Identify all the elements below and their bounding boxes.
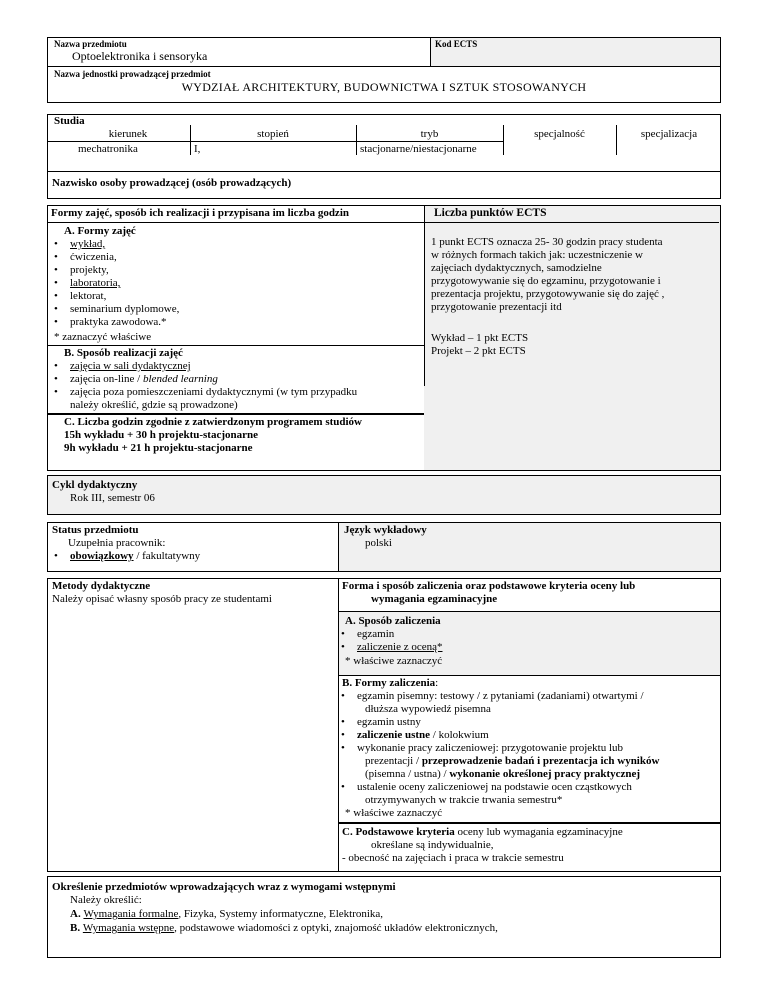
- studia-cell: [47, 114, 721, 172]
- cycle-cell: [47, 475, 721, 515]
- assessment-c-line2: określane są indywidualnie,: [371, 839, 494, 851]
- form-item: • projekty,: [52, 264, 179, 277]
- studia-col-specjalnosc: specjalność: [534, 128, 585, 140]
- studia-val-kierunek: mechatronika: [78, 143, 138, 155]
- assessment-form-cont: (pisemna / ustna) / wykonanie określonej pracy praktycznej: [365, 768, 641, 780]
- ects-label: Liczba punktów ECTS: [434, 207, 547, 219]
- assessment-option: • zaliczenie z oceną*: [339, 641, 443, 654]
- assessment-form: • zaliczenie ustne / kolokwium: [339, 729, 623, 742]
- language-value: polski: [365, 537, 392, 549]
- prereq-label: Określenie przedmiotów wprowadzających wraz z wymogami wstępnymi: [52, 881, 396, 893]
- prereq-a: A. Wymagania formalne, Fizyka, Systemy informatyczne, Elektronika,: [70, 908, 384, 920]
- assessment-label-line2: wymagania egzaminacyjne: [371, 593, 498, 605]
- assessment-c-line3: - obecność na zajęciach i praca w trakcie semestru: [342, 852, 564, 864]
- language-label: Język wykładowy: [344, 524, 427, 536]
- ects-code-label: Kod ECTS: [435, 39, 478, 49]
- studia-val-stopien: I,: [194, 143, 201, 155]
- subject-label: Nazwa przedmiotu: [54, 39, 127, 49]
- assessment-c-title: C. Podstawowe kryteria oceny lub wymagania egzaminacyjne: [342, 826, 623, 838]
- assessment-form-cont: prezentacji / przeprowadzenie badań i prezentacja ich wyników: [365, 755, 660, 767]
- form-item: • seminarium dyplomowe,: [52, 303, 179, 316]
- form-item: • praktyka zawodowa.*: [52, 316, 179, 329]
- cycle-label: Cykl dydaktyczny: [52, 479, 138, 491]
- form-item: • ćwiczenia,: [52, 251, 179, 264]
- methods-cell: [47, 578, 339, 872]
- studia-val-tryb: stacjonarne/niestacjonarne: [360, 143, 477, 155]
- assessment-label-line1: Forma i sposób zaliczenia oraz podstawowe kryteria oceny lub: [342, 580, 636, 592]
- status-cell: [47, 522, 339, 572]
- cycle-value: Rok III, semestr 06: [70, 492, 155, 504]
- forms-b-title: B. Sposób realizacji zajęć: [64, 347, 183, 359]
- prereq-cell: [47, 876, 721, 958]
- forms-c-title: C. Liczba godzin zgodnie z zatwierdzonym programem studiów: [64, 416, 362, 428]
- assessment-b-list-3: [339, 781, 632, 794]
- ects-code-cell: [430, 37, 721, 67]
- prereq-line1: Należy określić:: [70, 894, 142, 906]
- forms-a-title: A. Formy zajęć: [64, 225, 136, 237]
- language-cell: [338, 522, 721, 572]
- teacher-label: Nazwisko osoby prowadzącej (osób prowadzących): [52, 177, 292, 189]
- status-line1: Uzupełnia pracownik:: [68, 537, 166, 549]
- ects-description: 1 punkt ECTS oznacza 25- 30 godzin pracy studenta w różnych formach takich jak: uczestniczenie w zajęciach dydaktycznych, samodzielne przygotowywanie się do egzaminu, przygotowanie i prezentacja projektu, przygotowywanie się do zajęć , przygotowanie prezentacji itd: [431, 236, 665, 313]
- studia-col-tryb: tryb: [420, 128, 439, 140]
- assessment-a-note: * właściwe zaznaczyć: [345, 655, 443, 667]
- methods-value: Należy opisać własny sposób pracy ze studentami: [52, 593, 272, 605]
- ects-cell: [424, 205, 721, 471]
- forms-a-note: * zaznaczyć właściwe: [54, 331, 152, 343]
- forms-c-line1: 15h wykładu + 30 h projektu-stacjonarne: [64, 429, 259, 441]
- forms-b-item3-line2: należy określić, gdzie są prowadzone): [70, 399, 238, 411]
- assessment-cell: [338, 578, 721, 872]
- ects-project: Projekt – 2 pkt ECTS: [431, 345, 526, 357]
- ects-lecture: Wykład – 1 pkt ECTS: [431, 332, 529, 344]
- realization-item: • zajęcia w sali dydaktycznej: [52, 360, 357, 373]
- methods-label: Metody dydaktyczne: [52, 580, 151, 592]
- unit-label: Nazwa jednostki prowadzącej przedmiot: [54, 69, 211, 79]
- realization-item: • zajęcia poza pomieszczeniami dydaktycznymi (w tym przypadku: [52, 386, 357, 399]
- studia-col-stopien: stopień: [257, 128, 289, 140]
- forms-cell: [47, 205, 425, 471]
- assessment-form: • egzamin pisemny: testowy / z pytaniami (zadaniami) otwartymi /: [339, 690, 644, 703]
- assessment-b-note: * właściwe zaznaczyć: [345, 807, 443, 819]
- realization-item: • zajęcia on-line / blended learning: [52, 373, 357, 386]
- assessment-a-list: [339, 628, 443, 654]
- form-item: • lektorat,: [52, 290, 179, 303]
- studia-col-kierunek: kierunek: [108, 128, 148, 140]
- studia-label: Studia: [54, 115, 85, 127]
- status-list: [52, 550, 200, 563]
- status-label: Status przedmiotu: [52, 524, 139, 536]
- prereq-b: B. Wymagania wstępne, podstawowe wiadomości z optyki, znajomość układów elektronicznych,: [70, 922, 498, 934]
- assessment-form: • ustalenie oceny zaliczeniowej na podstawie ocen cząstkowych: [339, 781, 632, 794]
- forms-label: Formy zajęć, sposób ich realizacji i przypisana im liczba godzin: [51, 207, 349, 219]
- subject-cell: [47, 37, 431, 67]
- assessment-a-title: A. Sposób zaliczenia: [345, 615, 441, 627]
- assessment-b-list-2: [339, 716, 623, 755]
- form-item: • wykład,: [52, 238, 179, 251]
- assessment-form: • egzamin ustny: [339, 716, 623, 729]
- forms-c-line2: 9h wykładu + 21 h projektu-stacjonarne: [64, 442, 253, 454]
- subject-value: Optoelektronika i sensoryka: [72, 49, 208, 63]
- forms-a-list: [52, 238, 179, 329]
- assessment-b-title: B. Formy zaliczenia:: [342, 677, 439, 689]
- forms-b-list: [52, 360, 357, 399]
- assessment-b-list: [339, 690, 644, 703]
- assessment-form-cont: otrzymywanych w trakcie trwania semestru*: [365, 794, 563, 806]
- assessment-form: • wykonanie pracy zaliczeniowej: przygotowanie projektu lub: [339, 742, 623, 755]
- teacher-cell: [47, 171, 721, 199]
- studia-col-specjalizacja: specjalizacja: [640, 128, 698, 140]
- assessment-option: • egzamin: [339, 628, 443, 641]
- unit-value: WYDZIAŁ ARCHITEKTURY, BUDOWNICTWA I SZTUK STOSOWANYCH: [181, 80, 587, 94]
- unit-cell: [47, 66, 721, 103]
- status-option: • obowiązkowy / fakultatywny: [52, 550, 200, 563]
- assessment-form-cont: dłuższa wypowiedź pisemna: [365, 703, 491, 715]
- form-item: • laboratoria,: [52, 277, 179, 290]
